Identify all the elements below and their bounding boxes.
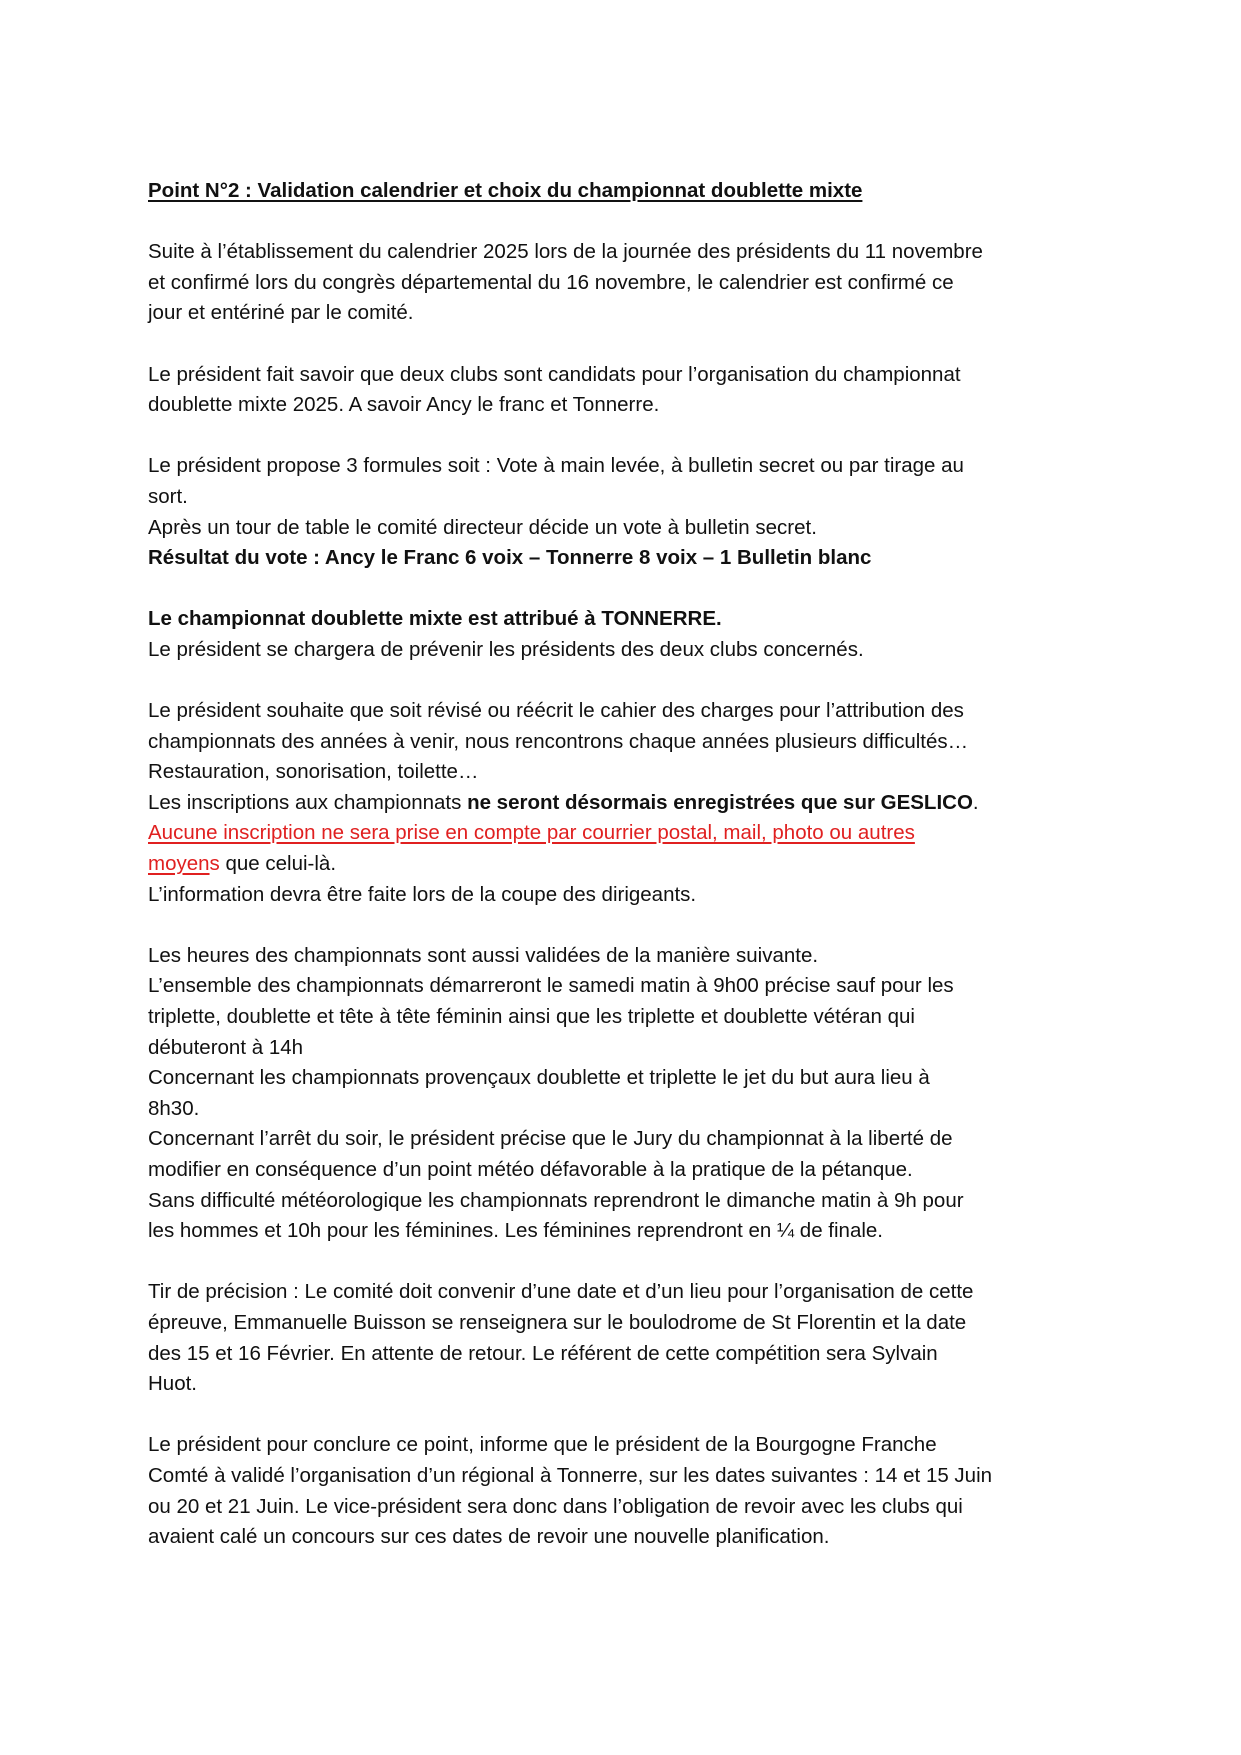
text-line: Tir de précision : Le comité doit convenir d’une date et d’un lieu pour l’organisation de cette: [148, 1280, 974, 1304]
spacer: [148, 1247, 1108, 1278]
text-line: Le président pour conclure ce point, informe que le président de la Bourgogne Franche: [148, 1433, 937, 1457]
text-line: triplette, doublette et tête à tête féminin ainsi que les triplette et doublette vétéran qui: [148, 1005, 915, 1029]
text-line: Concernant les championnats provençaux doublette et triplette le jet du but aura lieu à: [148, 1066, 930, 1090]
paragraph-attribution: [148, 604, 1108, 665]
paragraph-precision-shooting: [148, 1277, 1108, 1399]
paragraph-specifications: [148, 696, 1108, 910]
text-line: Le président fait savoir que deux clubs sont candidats pour l’organisation du championnat: [148, 362, 961, 386]
warning-line: [148, 849, 1108, 880]
text-line: et confirmé lors du congrès départemental du 16 novembre, le calendrier est confirmé ce: [148, 270, 954, 294]
warning-line: [148, 818, 1108, 849]
warning-text: Aucune inscription ne sera prise en compte par courrier postal, mail, photo ou autres: [148, 821, 915, 845]
text-line: Le président propose 3 formules soit : Vote à main levée, à bulletin secret ou par tirage au: [148, 454, 964, 478]
text-line: Restauration, sonorisation, toilette…: [148, 760, 479, 784]
inscriptions-suffix: .: [972, 790, 979, 814]
warning-text: moyen: [148, 852, 210, 876]
text-line: épreuve, Emmanuelle Buisson se renseignera sur le boulodrome de St Florentin et la date: [148, 1310, 967, 1334]
paragraph-vote: [148, 451, 1108, 573]
text-line: 8h30.: [148, 1096, 200, 1120]
attribution-statement: Le championnat doublette mixte est attribué à TONNERRE.: [148, 607, 722, 631]
text-line: doublette mixte 2025. A savoir Ancy le franc et Tonnerre.: [148, 393, 660, 417]
text-line: les hommes et 10h pour les féminines. Les féminines reprendront en ¼ de finale.: [148, 1219, 883, 1243]
text-line: modifier en conséquence d’un point météo défavorable à la pratique de la pétanque.: [148, 1158, 913, 1181]
warning-text-tail: s: [209, 852, 220, 876]
spacer: [148, 574, 1108, 605]
text-line: L’information devra être faite lors de la coupe des dirigeants.: [148, 882, 697, 906]
text-line: L’ensemble des championnats démarreront le samedi matin à 9h00 précise sauf pour les: [148, 974, 954, 998]
spacer: [148, 1400, 1108, 1431]
text-line: Huot.: [148, 1372, 197, 1396]
vote-result: Résultat du vote : Ancy le Franc 6 voix – Tonnerre 8 voix – 1 Bulletin blanc: [148, 546, 872, 570]
text-line: débuteront à 14h: [148, 1035, 304, 1059]
paragraph-conclusion: [148, 1430, 1108, 1552]
paragraph-schedule: [148, 941, 1108, 1247]
section-heading: Point N°2 : Validation calendrier et choix du championnat doublette mixte: [148, 179, 863, 202]
text-line: Le président souhaite que soit révisé ou réécrit le cahier des charges pour l’attribution des: [148, 699, 964, 723]
text-line: sort.: [148, 484, 188, 508]
text-line: des 15 et 16 Février. En attente de retour. Le référent de cette compétition sera Sylvain: [148, 1341, 938, 1365]
spacer: [148, 207, 1108, 238]
text-line: Concernant l’arrêt du soir, le président précise que le Jury du championnat à la liberté de: [148, 1127, 953, 1151]
text-line: avaient calé un concours sur ces dates de revoir une nouvelle planification.: [148, 1525, 830, 1549]
spacer: [148, 910, 1108, 941]
spacer: [148, 421, 1108, 452]
text-line: Après un tour de table le comité directeur décide un vote à bulletin secret.: [148, 515, 817, 539]
text-line: Suite à l’établissement du calendrier 2025 lors de la journée des présidents du 11 novembre: [148, 240, 983, 264]
text-fragment: que celui-là.: [219, 852, 337, 876]
inscriptions-emphasis: ne seront désormais enregistrées que sur GESLICO: [467, 790, 973, 814]
text-line: championnats des années à venir, nous rencontrons chaque années plusieurs difficultés…: [148, 729, 969, 753]
text-line: jour et entériné par le comité.: [148, 301, 414, 325]
paragraph-candidates: [148, 360, 1108, 421]
paragraph-calendar: [148, 237, 1108, 329]
spacer: [148, 329, 1108, 360]
inscriptions-line: [148, 788, 1108, 819]
text-line: Sans difficulté météorologique les championnats reprendront le dimanche matin à 9h pour: [148, 1188, 964, 1212]
text-line: Le président se chargera de prévenir les présidents des deux clubs concernés.: [148, 637, 864, 661]
text-line: Comté à validé l’organisation d’un régional à Tonnerre, sur les dates suivantes : 14 et 15 Juin: [148, 1463, 993, 1487]
spacer: [148, 666, 1108, 697]
document-page: [148, 176, 1108, 1553]
text-line: Les heures des championnats sont aussi validées de la manière suivante.: [148, 943, 819, 967]
text-line: ou 20 et 21 Juin. Le vice-président sera donc dans l’obligation de revoir avec les clubs qui: [148, 1494, 963, 1518]
inscriptions-prefix: Les inscriptions aux championnats: [148, 790, 468, 814]
